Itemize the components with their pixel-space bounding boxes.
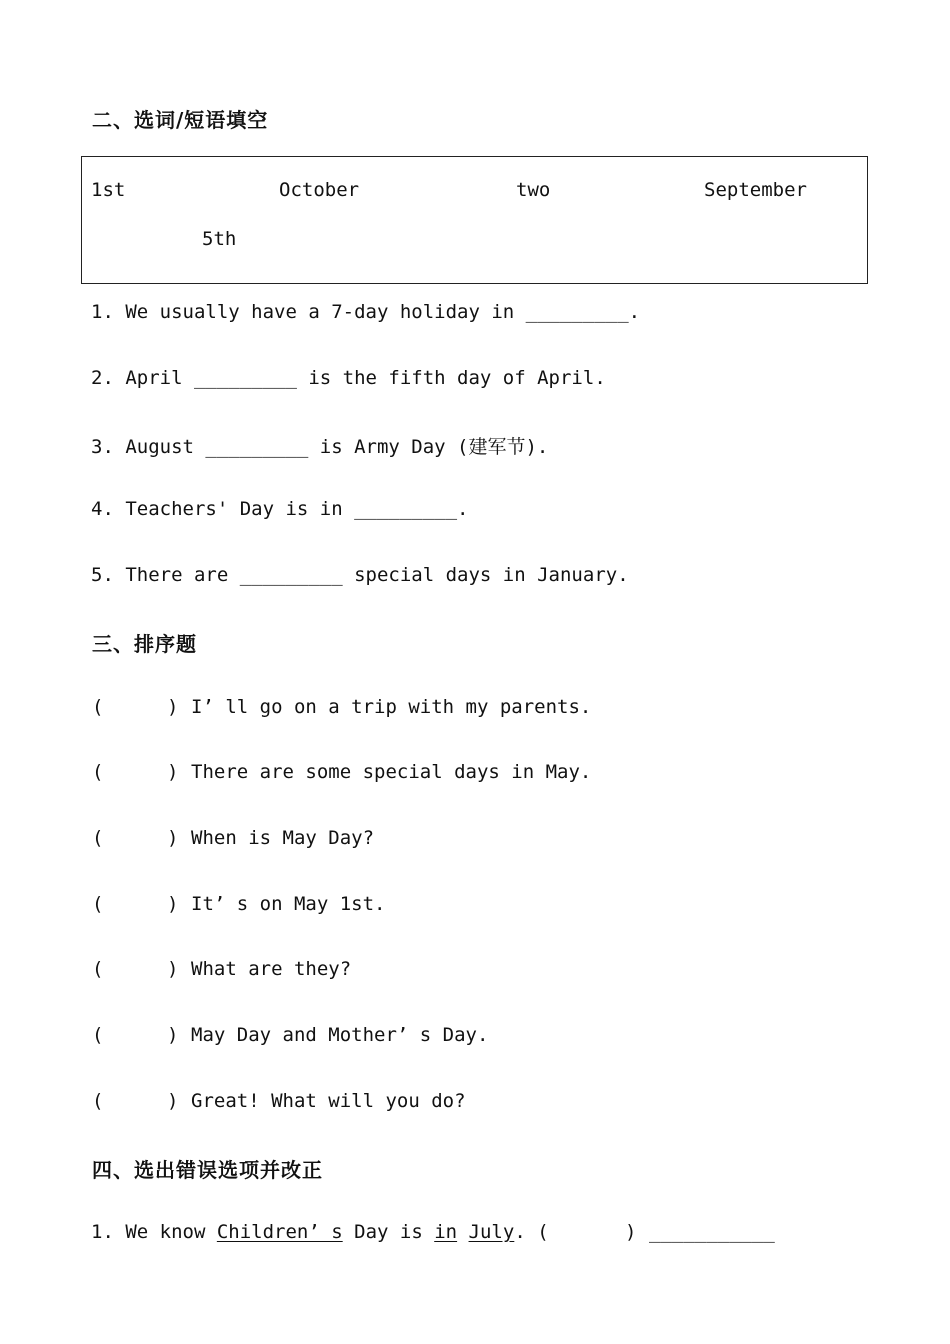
fill-question-3: 3. August _________ is Army Day (建军节).: [91, 436, 549, 458]
paren-close: ): [167, 761, 179, 783]
word-bank-item: September: [704, 179, 807, 201]
paren-open: (: [92, 893, 104, 915]
paren-close: ): [167, 893, 179, 915]
fill-question-2: 2. April _________ is the fifth day of April.: [91, 367, 606, 389]
paren-open: (: [92, 761, 104, 783]
paren-close: ): [167, 696, 179, 718]
question-text: Day is: [342, 1221, 435, 1243]
word-bank-item: 5th: [202, 228, 237, 250]
ordering-text: When is May Day?: [191, 827, 375, 849]
ordering-text: May Day and Mother’ s Day.: [191, 1024, 489, 1046]
paren-close: ): [167, 958, 179, 980]
option-a-underlined: Children’ s: [216, 1221, 343, 1243]
option-c-underlined: July: [468, 1221, 515, 1243]
paren-close: ): [167, 1090, 179, 1112]
option-b-underlined: in: [434, 1221, 458, 1243]
paren-close: ): [167, 1024, 179, 1046]
word-bank-item: October: [279, 179, 360, 201]
paren-open: (: [92, 827, 104, 849]
paren-close: ): [625, 1221, 637, 1243]
paren-open: (: [92, 1024, 104, 1046]
paren-close: ): [167, 827, 179, 849]
ordering-text: There are some special days in May.: [191, 761, 592, 783]
ordering-text: I’ ll go on a trip with my parents.: [191, 696, 592, 718]
paren-open: (: [92, 958, 104, 980]
question-text: [457, 1221, 468, 1243]
answer-blank: ___________: [649, 1221, 775, 1243]
error-question-1: [91, 1221, 549, 1243]
section2-heading: 二、选词/短语填空: [92, 108, 269, 132]
ordering-text: It’ s on May 1st.: [191, 893, 386, 915]
section3-heading: 三、排序题: [92, 632, 197, 656]
fill-question-4: 4. Teachers' Day is in _________.: [91, 498, 469, 520]
ordering-text: What are they?: [191, 958, 352, 980]
paren-open: (: [92, 696, 104, 718]
paren-open: (: [92, 1090, 104, 1112]
section4-heading: 四、选出错误选项并改正: [92, 1158, 323, 1182]
word-bank-item: two: [516, 179, 551, 201]
ordering-text: Great! What will you do?: [191, 1090, 466, 1112]
word-bank-item: 1st: [91, 179, 126, 201]
word-bank-box: [81, 156, 868, 284]
question-text: 1. We know: [91, 1221, 217, 1243]
question-text: . (: [514, 1221, 549, 1243]
fill-question-5: 5. There are _________ special days in January.: [91, 564, 629, 586]
fill-question-1: 1. We usually have a 7-day holiday in _________.: [91, 301, 641, 323]
